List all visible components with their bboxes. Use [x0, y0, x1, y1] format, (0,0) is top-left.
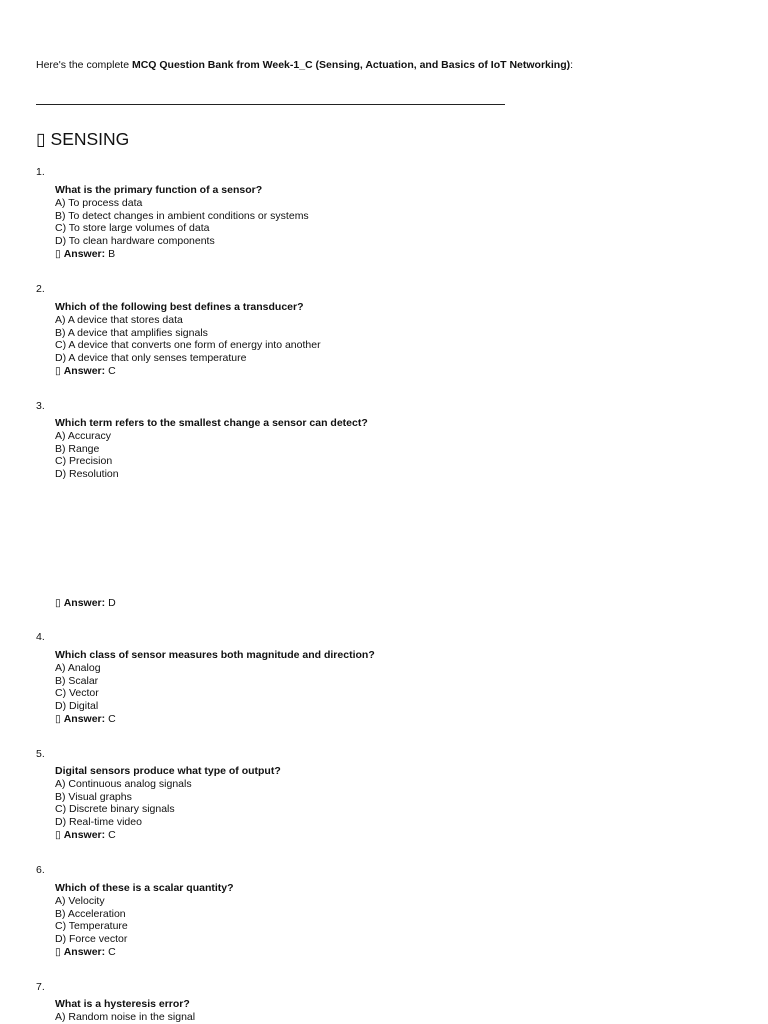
intro-bold-title: MCQ Question Bank from Week-1_C (Sensing, Actuation, and Basics of IoT Networking): [131, 59, 571, 71]
intro-line: [36, 58, 573, 72]
answer-label: Answer:: [63, 597, 106, 609]
answer-label: Answer:: [63, 712, 106, 725]
option-a: A) Random noise in the signal: [55, 1010, 196, 1023]
answer-line: [55, 248, 309, 261]
option-c: C) Temperature: [55, 920, 128, 933]
question-block: [55, 882, 234, 959]
question-block: [55, 765, 281, 842]
section-title: SENSING: [50, 129, 130, 149]
question-text: Which term refers to the smallest change a sensor can detect?: [55, 417, 368, 429]
question-text: Which of these is a scalar quantity?: [55, 882, 234, 894]
missing-glyph-icon: ▯: [36, 130, 46, 150]
option-d: D) Digital: [55, 700, 99, 713]
option-a: A) Velocity: [55, 894, 105, 907]
option-c: C) A device that converts one form of energy into another: [55, 339, 321, 352]
option-c: C) Vector: [55, 687, 99, 700]
question-text: Which class of sensor measures both magnitude and direction?: [55, 649, 375, 661]
answer-label: Answer:: [63, 364, 106, 377]
option-d: D) Force vector: [55, 933, 128, 946]
section-heading: [36, 128, 129, 151]
answer-label: Answer:: [63, 945, 106, 958]
option-d: D) To clean hardware components: [55, 235, 215, 248]
option-c: C) To store large volumes of data: [55, 222, 210, 235]
answer-value: D: [108, 597, 116, 609]
missing-glyph-icon: ▯: [55, 364, 61, 377]
option-a: A) Analog: [55, 661, 101, 674]
question-text: What is a hysteresis error?: [55, 998, 190, 1010]
answer-line: [55, 713, 375, 726]
question-text: Digital sensors produce what type of output?: [55, 765, 281, 777]
answer-value: C: [108, 364, 116, 377]
option-a: A) Accuracy: [55, 429, 112, 442]
missing-glyph-icon: ▯: [55, 828, 61, 841]
missing-glyph-icon: ▯: [55, 597, 61, 609]
option-b: B) Acceleration: [55, 907, 126, 920]
answer-value: B: [108, 247, 116, 260]
question-number: 2.: [36, 283, 45, 295]
option-a: A) A device that stores data: [55, 313, 183, 326]
missing-glyph-icon: ▯: [55, 247, 61, 260]
question-number: 1.: [36, 166, 45, 178]
option-c: C) Precision: [55, 455, 113, 468]
option-b: B) Scalar: [55, 674, 99, 687]
question-block: [55, 184, 309, 261]
question-text: What is the primary function of a sensor?: [55, 184, 263, 196]
option-d: D) Real-time video: [55, 816, 142, 829]
question-block: [55, 301, 321, 378]
option-a: A) To process data: [55, 196, 143, 209]
question-number: 3.: [36, 400, 45, 412]
missing-glyph-icon: ▯: [55, 945, 61, 958]
option-b: B) Range: [55, 442, 100, 455]
question-block: [55, 649, 375, 726]
question-text: Which of the following best defines a transducer?: [55, 301, 304, 313]
answer-value: C: [108, 828, 116, 841]
intro-prefix: Here's the complete: [36, 59, 132, 71]
intro-suffix: :: [570, 59, 574, 71]
option-b: B) To detect changes in ambient conditions or systems: [55, 209, 309, 222]
answer-value: C: [108, 945, 116, 958]
question-block: [55, 417, 368, 481]
missing-glyph-icon: ▯: [55, 712, 61, 725]
question-number: 6.: [36, 864, 45, 876]
answer-line: [55, 365, 321, 378]
question-block: [55, 998, 195, 1024]
answer-label: Answer:: [63, 247, 106, 260]
answer-label: Answer:: [63, 828, 106, 841]
option-b: B) A device that amplifies signals: [55, 326, 208, 339]
option-d: D) A device that only senses temperature: [55, 352, 247, 365]
answer-line: [55, 829, 281, 842]
answer-line: [55, 597, 116, 610]
question-number: 5.: [36, 748, 45, 760]
option-b: B) Visual graphs: [55, 790, 132, 803]
option-a: A) Continuous analog signals: [55, 777, 192, 790]
question-number: 7.: [36, 981, 45, 993]
question-number: 4.: [36, 631, 45, 643]
option-d: D) Resolution: [55, 468, 119, 481]
answer-value: C: [108, 712, 116, 725]
option-c: C) Discrete binary signals: [55, 803, 175, 816]
horizontal-rule: [36, 104, 505, 105]
answer-line: [55, 946, 234, 959]
